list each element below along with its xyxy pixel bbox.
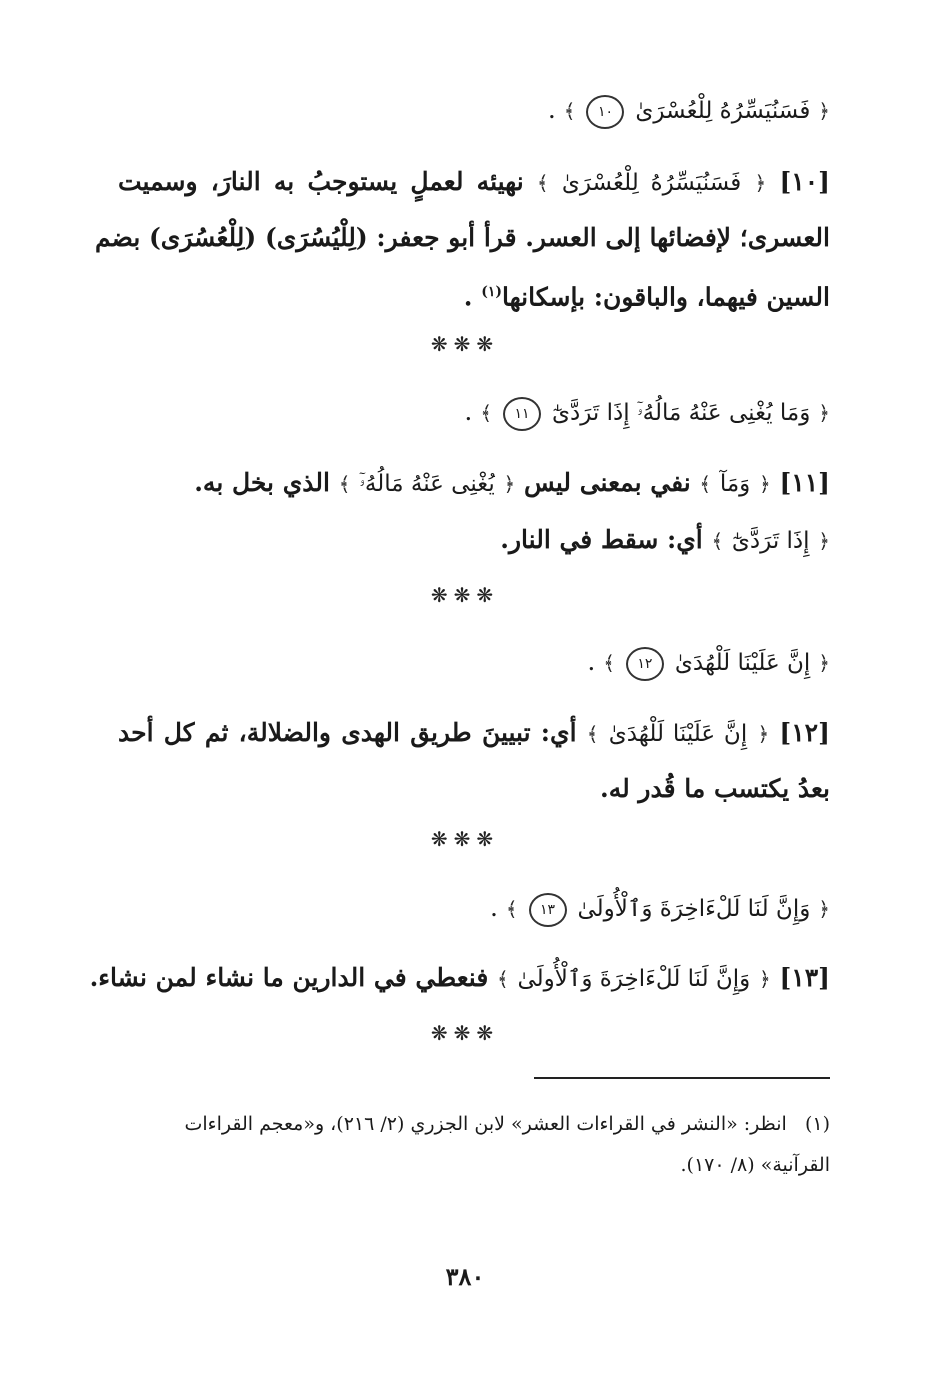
verse-reference: [١٠]: [779, 167, 830, 196]
ornate-bracket-open-icon: ﴿: [754, 171, 767, 195]
commentary-text: أي: سقط في النار.: [500, 525, 703, 554]
commentary-text: أي: تبيينَ طريق الهدى والضلالة، ثم كل أحد: [118, 718, 577, 747]
quoted-verse: يُغْنِى عَنْهُ مَالُهُۥٓ: [359, 471, 495, 497]
quoted-verse: فَسَنُيَسِّرُهُ لِلْعُسْرَىٰ: [561, 170, 742, 196]
ornate-bracket-open-icon: ﴿: [818, 401, 830, 425]
verse-reference: [١٣]: [779, 963, 830, 992]
footnote-continuation: [681, 1151, 830, 1179]
ornate-bracket-open-icon: ﴿: [818, 897, 830, 921]
ornate-bracket-close-icon: ﴾: [536, 171, 549, 195]
commentary-text: السين فيهما، والباقون: بإسكانها: [501, 282, 830, 312]
commentary-text: الذي بخل به.: [194, 468, 330, 497]
verse-end-dot: .: [464, 397, 473, 426]
quoted-verse: وَمَآ: [719, 471, 751, 497]
quoted-verse: إِذَا تَرَدَّىٰٓ: [731, 528, 810, 554]
ayah-number-marker: ١٠: [586, 95, 624, 129]
footnote-number: (١): [804, 1113, 830, 1135]
commentary-line: [118, 165, 830, 200]
verse-text: وَمَا يُغْنِى عَنْهُ مَالُهُۥٓ إِذَا تَرَدَّىٰٓ: [551, 400, 811, 426]
verse-line: [490, 891, 830, 927]
commentary-text: نفي بمعنى ليس: [523, 468, 691, 497]
ornate-bracket-open-icon: ﴿: [818, 99, 830, 123]
quoted-verse: إِنَّ عَلَيْنَا لَلْهُدَىٰ: [608, 721, 748, 747]
verse-reference: [١١]: [779, 468, 830, 497]
verse-end-dot: .: [547, 95, 556, 124]
ayah-number-marker: ١١: [503, 397, 541, 431]
footnote-divider: [534, 1077, 830, 1079]
commentary-text: نهيئه لعملٍ يستوجبُ به النارَ، وسميت: [118, 167, 524, 196]
commentary-line: [194, 466, 830, 501]
verse-reference: [١٢]: [779, 718, 830, 747]
ornate-bracket-close-icon: ﴾: [699, 472, 712, 496]
ornate-bracket-close-icon: ﴾: [711, 529, 724, 553]
verse-text: فَسَنُيَسِّرُهُ لِلْعُسْرَىٰ: [635, 98, 811, 124]
ornate-bracket-open-icon: ﴿: [759, 472, 771, 496]
ornate-bracket-open-icon: ﴿: [818, 651, 830, 675]
ornate-bracket-close-icon: ﴾: [505, 897, 518, 921]
commentary-line: [464, 275, 830, 314]
ayah-number-marker: ١٣: [529, 893, 567, 927]
ornate-bracket-close-icon: ﴾: [603, 651, 615, 675]
ayah-number-marker: ١٢: [626, 647, 664, 681]
commentary-line: [90, 961, 830, 996]
ornate-bracket-open-icon: ﴿: [503, 472, 516, 496]
section-separator: ❋❋❋: [430, 827, 500, 851]
verse-line: [587, 645, 830, 681]
commentary-line: [500, 523, 830, 558]
footnote-text: انظر: «النشر في القراءات العشر» لابن الجزري (٢/ ٢١٦)، و«معجم القراءات: [184, 1113, 787, 1135]
ornate-bracket-open-icon: ﴿: [759, 967, 771, 991]
ornate-bracket-close-icon: ﴾: [338, 472, 351, 496]
commentary-line: [600, 772, 830, 806]
section-separator: ❋❋❋: [430, 1021, 500, 1045]
verse-end-dot: .: [587, 647, 596, 676]
verse-end-dot: .: [489, 893, 498, 922]
section-separator: ❋❋❋: [430, 332, 500, 356]
commentary-line: [95, 221, 830, 255]
ornate-bracket-close-icon: ﴾: [480, 401, 493, 425]
ornate-bracket-open-icon: ﴿: [757, 722, 770, 746]
verse-text: وَإِنَّ لَنَا لَلْءَاخِرَةَ وَٱلْأُولَىٰ: [577, 896, 811, 922]
quoted-verse: وَإِنَّ لَنَا لَلْءَاخِرَةَ وَٱلْأُولَىٰ: [517, 966, 751, 992]
section-separator: ❋❋❋: [430, 583, 500, 607]
commentary-text: العسرى؛ لإفضائها إلى العسر. قرأ أبو جعفر: (لِلْيُسُرَى) (لِلْعُسُرَى) بضم: [95, 223, 830, 252]
commentary-text: فنعطي في الدارين ما نشاء لمن نشاء.: [89, 963, 489, 992]
commentary-line: [118, 716, 830, 751]
sentence-end: .: [463, 282, 473, 312]
ornate-bracket-close-icon: ﴾: [497, 967, 509, 991]
verse-text: إِنَّ عَلَيْنَا لَلْهُدَىٰ: [674, 650, 811, 676]
footnote: [185, 1110, 831, 1138]
footnote-reference: (١): [481, 284, 502, 300]
page-number: ٣٨٠: [445, 1262, 485, 1291]
ornate-bracket-open-icon: ﴿: [818, 529, 830, 553]
ornate-bracket-close-icon: ﴾: [586, 722, 599, 746]
commentary-text: بعدُ يكتسب ما قُدر له.: [600, 774, 830, 803]
footnote-text: القرآنية» (٨/ ١٧٠).: [680, 1154, 830, 1176]
verse-line: [464, 395, 830, 431]
verse-line: [548, 93, 830, 129]
ornate-bracket-close-icon: ﴾: [563, 99, 576, 123]
